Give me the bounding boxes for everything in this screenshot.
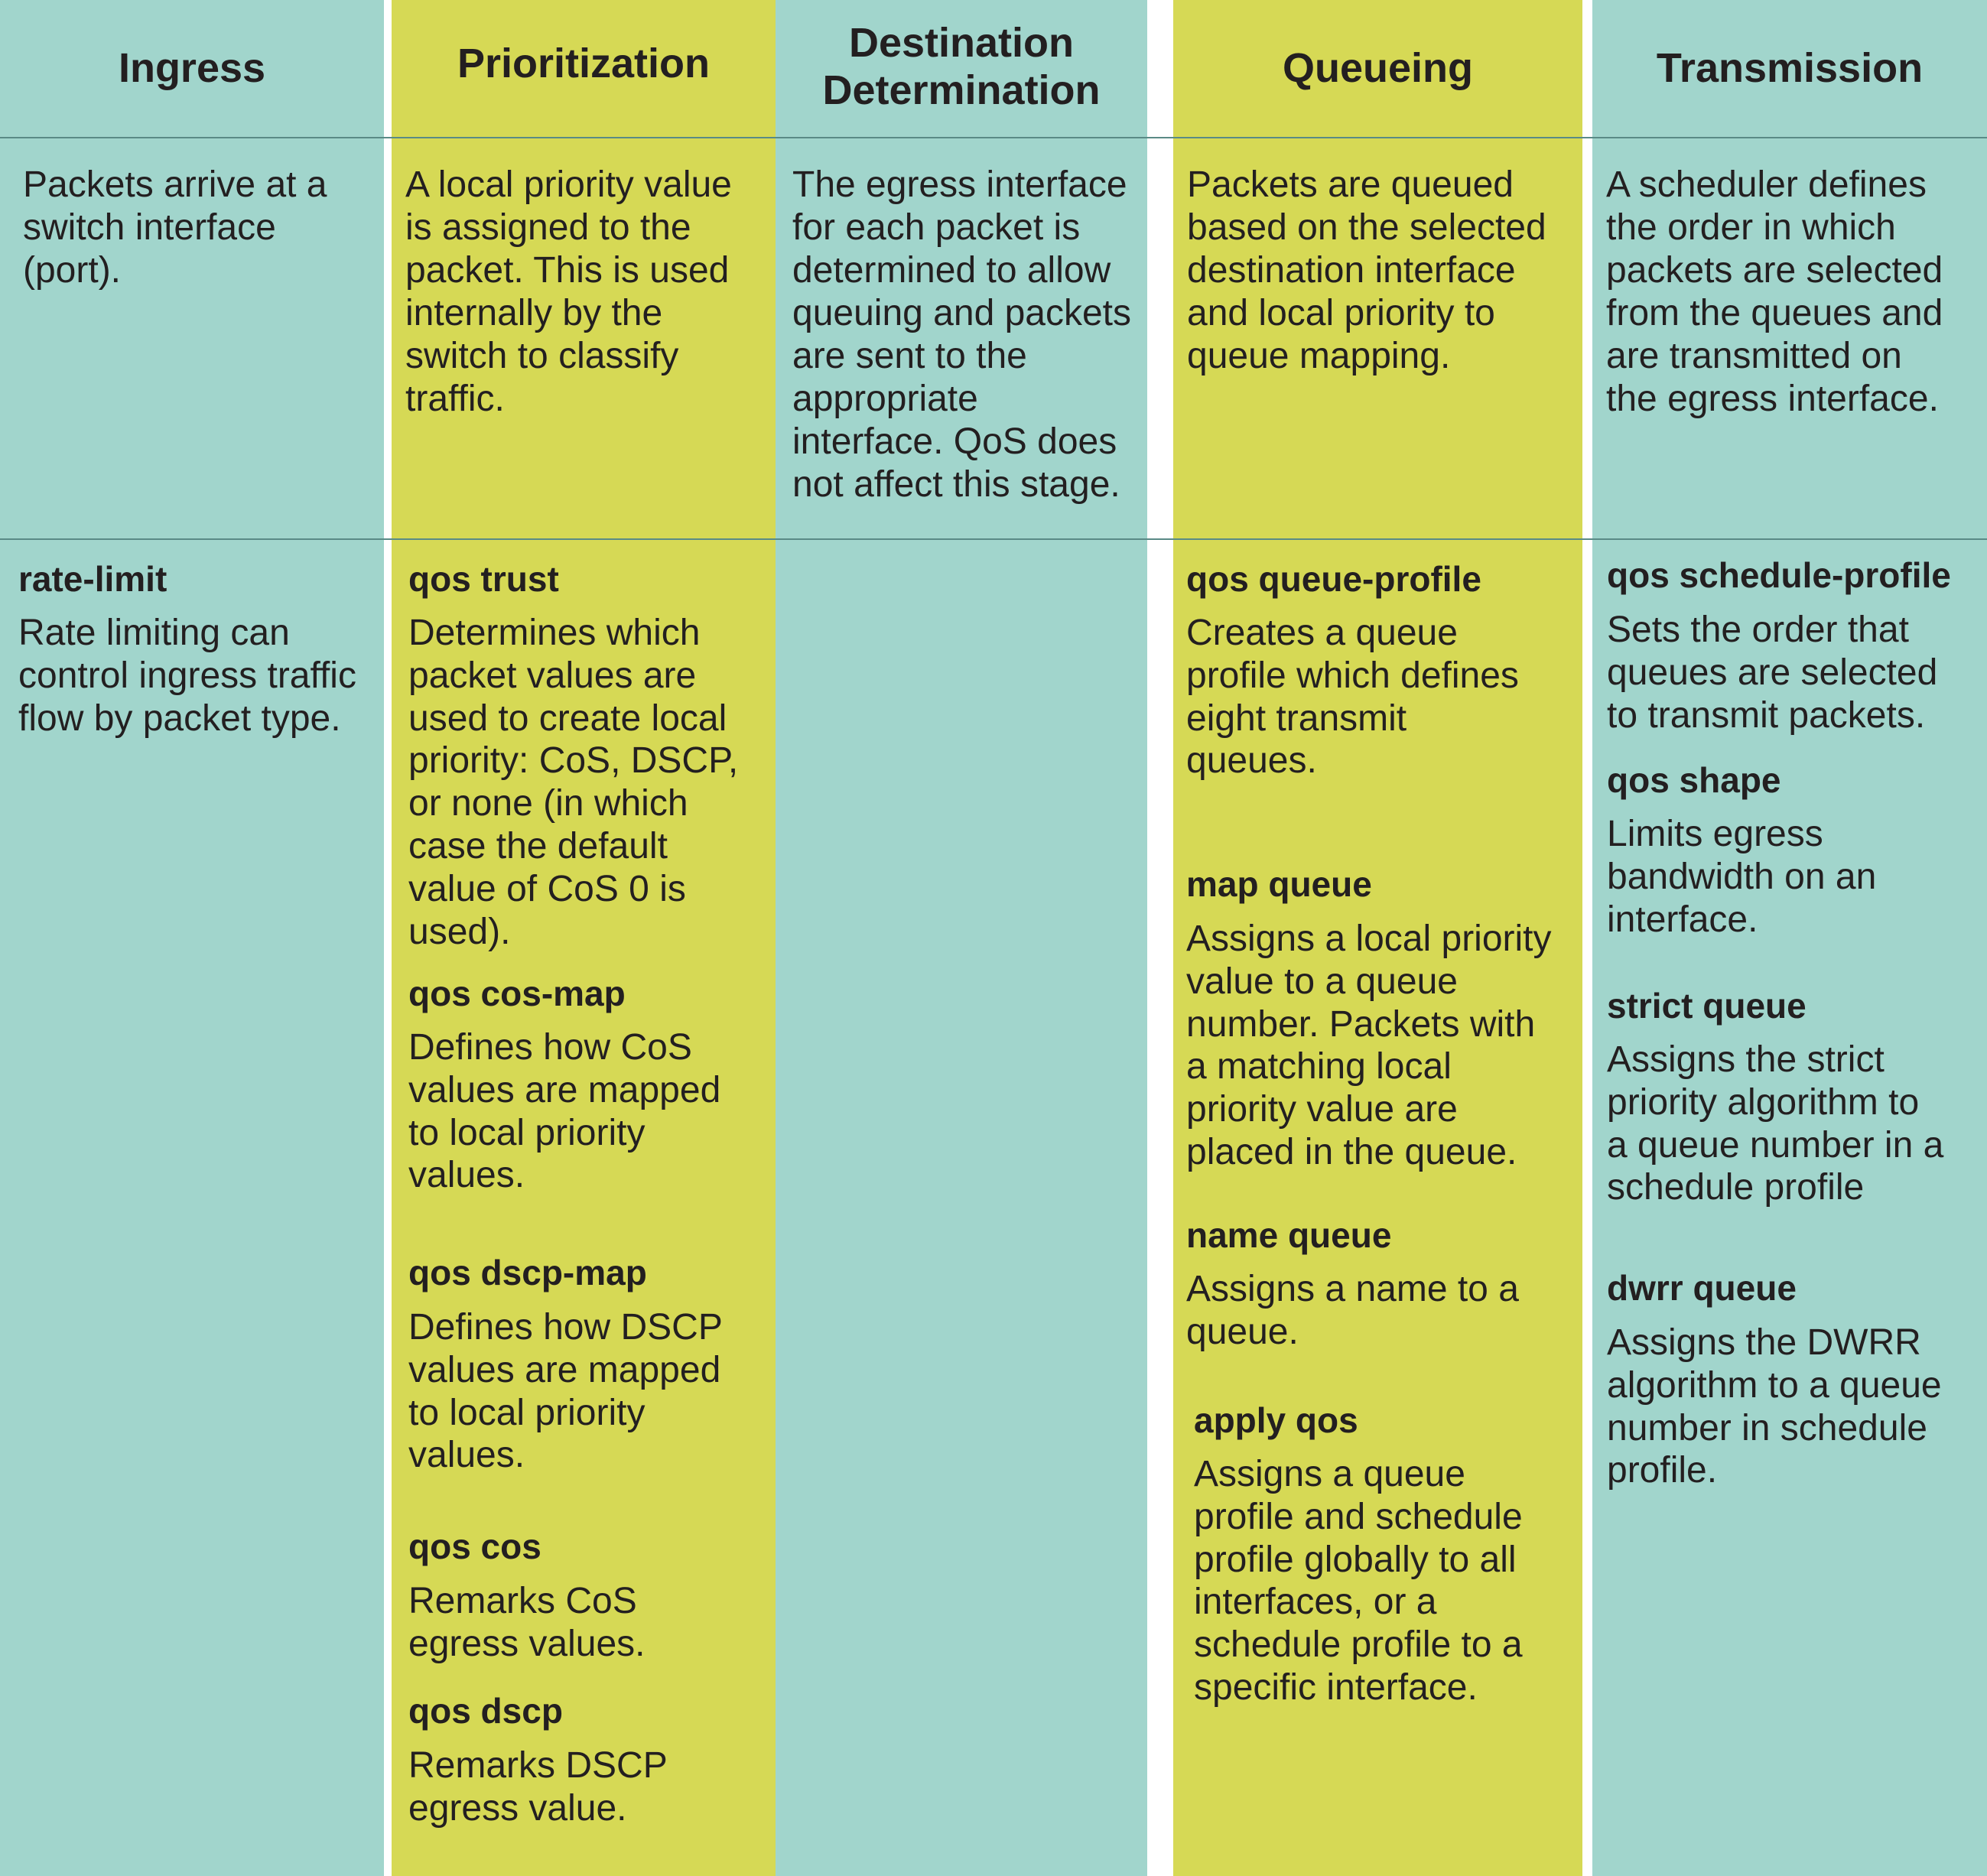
command-description: Assigns the strict priority algorithm to a queue number in a schedule profile bbox=[1607, 1039, 1944, 1208]
command-description: Defines how CoS values are mapped to local priority values. bbox=[408, 1027, 721, 1196]
column-title: Prioritization bbox=[457, 41, 710, 86]
command-description: Assigns a name to a queue. bbox=[1186, 1269, 1519, 1352]
command-description: Creates a queue profile which defines eight transmit queues. bbox=[1186, 613, 1519, 782]
description-ingress: Packets arrive at a switch interface (port). bbox=[23, 164, 327, 291]
command-description: Remarks DSCP egress value. bbox=[408, 1745, 668, 1829]
command-description: Assigns the DWRR algorithm to a queue number in schedule profile. bbox=[1607, 1322, 1942, 1491]
description-destination-determination: The egress interface for each packet is determined to allow queuing and packets are sent to the appropriate interface. QoS does not affect this stage. bbox=[792, 164, 1132, 505]
command-name: qos shape bbox=[1607, 760, 1781, 800]
command-name: map queue bbox=[1186, 864, 1372, 904]
command-name: qos cos bbox=[408, 1526, 541, 1566]
column-header bbox=[392, 0, 776, 132]
column-title: Destination Determination bbox=[822, 20, 1101, 113]
command-name: qos trust bbox=[408, 559, 559, 599]
command-description: Defines how DSCP values are mapped to local priority values. bbox=[408, 1307, 723, 1476]
column-header bbox=[1173, 0, 1582, 136]
command-name: qos schedule-profile bbox=[1607, 555, 1951, 595]
command-description: Remarks CoS egress values. bbox=[408, 1581, 646, 1664]
column-header bbox=[0, 0, 384, 136]
column-header bbox=[1592, 0, 1987, 136]
command-name: qos dscp bbox=[408, 1691, 563, 1731]
command-description: Limits egress bandwidth on an interface. bbox=[1607, 814, 1877, 940]
description-divider bbox=[0, 538, 1987, 540]
command-name: dwrr queue bbox=[1607, 1268, 1797, 1308]
command-description: Rate limiting can control ingress traffic flow by packet type. bbox=[18, 613, 356, 739]
command-description: Assigns a local priority value to a queue number. Packets with a matching local priority value are placed in the queue. bbox=[1186, 918, 1552, 1172]
command-description: Sets the order that queues are selected to transmit packets. bbox=[1607, 610, 1938, 736]
command-name: strict queue bbox=[1607, 986, 1807, 1026]
description-prioritization: A local priority value is assigned to the packet. This is used internally by the switch to classify traffic. bbox=[405, 164, 732, 419]
column-title: Transmission bbox=[1656, 45, 1924, 91]
description-queueing: Packets are queued based on the selected destination interface and local priority to queue mapping. bbox=[1187, 164, 1546, 376]
command-name: rate-limit bbox=[18, 559, 167, 599]
column-title: Ingress bbox=[118, 45, 266, 91]
command-name: name queue bbox=[1186, 1215, 1392, 1255]
command-description: Assigns a queue profile and schedule profile globally to all interfaces, or a schedule profile to a specific interface. bbox=[1194, 1454, 1523, 1708]
column-title: Queueing bbox=[1282, 45, 1473, 91]
command-name: qos queue-profile bbox=[1186, 559, 1481, 599]
command-name: apply qos bbox=[1194, 1400, 1358, 1440]
column-header bbox=[776, 0, 1147, 135]
command-description: Determines which packet values are used to create local priority: CoS, DSCP, or none (in which case the default value of CoS 0 is used). bbox=[408, 613, 739, 952]
header-divider bbox=[0, 137, 1987, 138]
command-name: qos cos-map bbox=[408, 974, 626, 1013]
description-transmission: A scheduler defines the order in which packets are selected from the queues and are transmitted on the egress interface. bbox=[1606, 164, 1943, 419]
command-name: qos dscp-map bbox=[408, 1253, 647, 1292]
